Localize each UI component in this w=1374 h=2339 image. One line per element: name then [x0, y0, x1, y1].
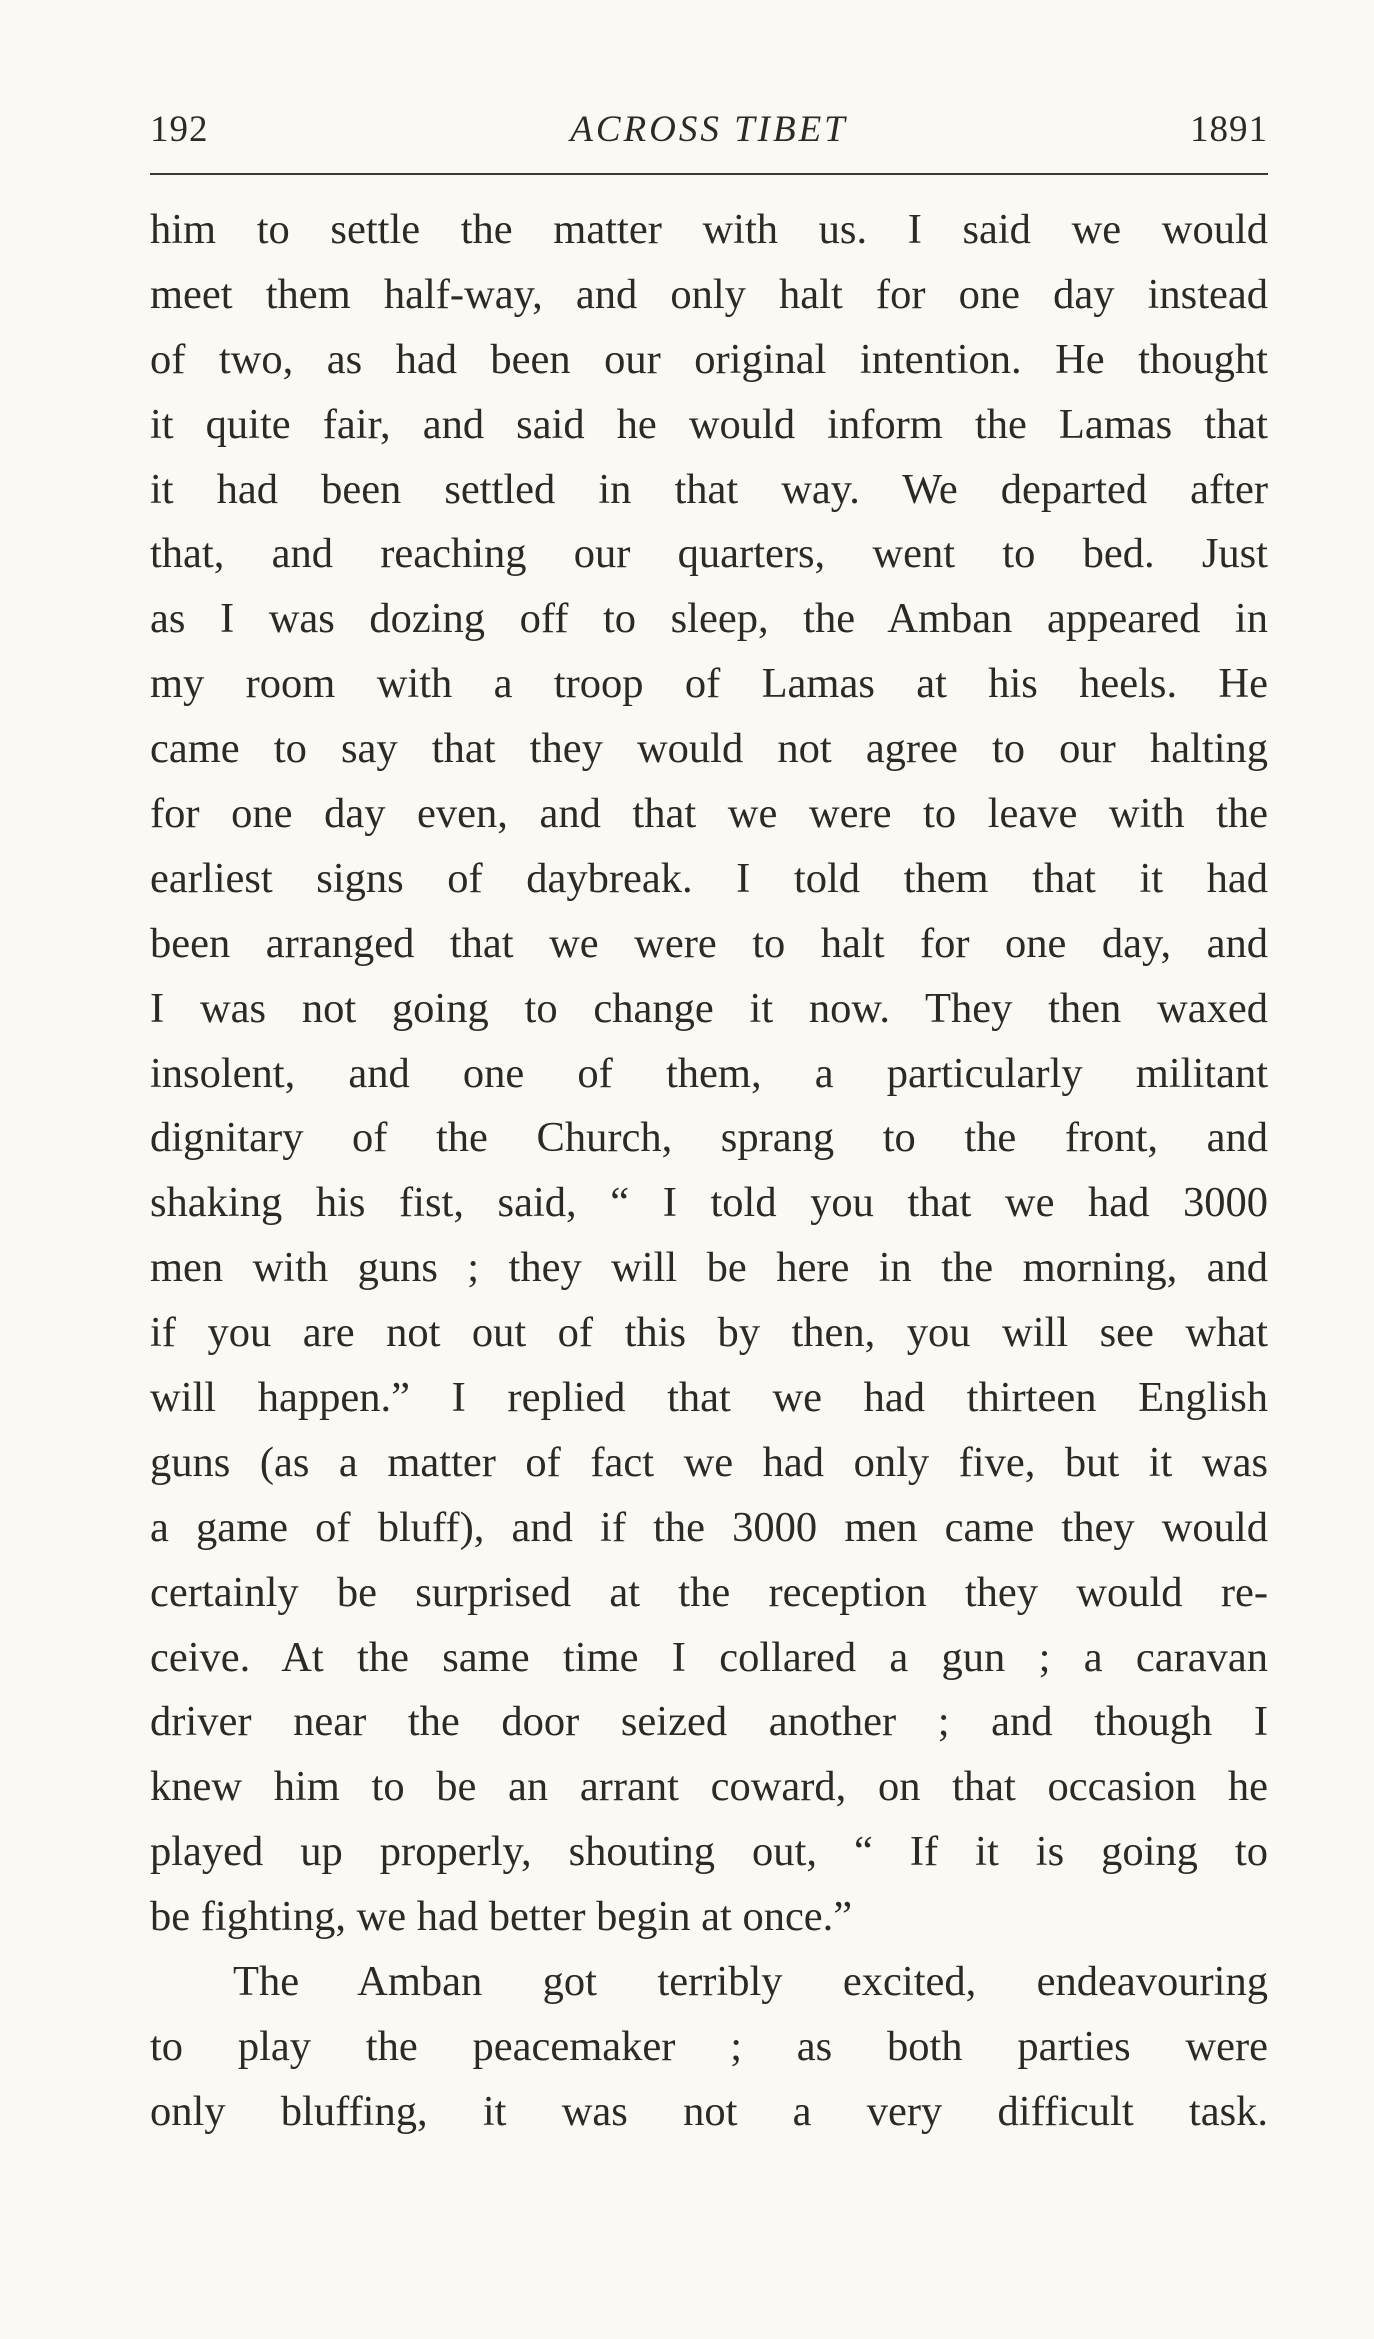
- running-head: [150, 108, 1268, 158]
- text-line: him to settle the matter with us. I said we would: [150, 206, 1268, 253]
- text-line: ceive. At the same time I collared a gun ; a caravan: [150, 1633, 1268, 1681]
- text-line: men with guns ; they will be here in the morning, and: [150, 1244, 1268, 1292]
- text-line: dignitary of the Church, sprang to the front, and: [150, 1114, 1268, 1162]
- paragraph-end-line: be fighting, we had better begin at once.”: [150, 1893, 853, 1941]
- text-line: earliest signs of daybreak. I told them that it had: [150, 854, 1268, 902]
- header-rule: [150, 173, 1268, 175]
- text-line: will happen.” I replied that we had thirteen English: [150, 1374, 1268, 1422]
- paragraph-first-line: The Amban got terribly excited, endeavouring: [233, 1958, 1268, 2006]
- text-line: came to say that they would not agree to our halting: [150, 725, 1268, 773]
- text-line: been arranged that we were to halt for one day, and: [150, 919, 1268, 967]
- text-line: if you are not out of this by then, you will see what: [150, 1309, 1268, 1357]
- text-line: meet them half-way, and only halt for one day instead: [150, 270, 1268, 318]
- text-line: that, and reaching our quarters, went to bed. Just: [150, 530, 1268, 578]
- body-text: [150, 198, 1268, 2145]
- text-line: certainly be surprised at the reception they would re-: [150, 1568, 1268, 1616]
- text-line: insolent, and one of them, a particularly militant: [150, 1049, 1268, 1097]
- text-line: my room with a troop of Lamas at his heels. He: [150, 660, 1268, 708]
- text-line: of two, as had been our original intention. He thought: [150, 335, 1268, 383]
- text-line: played up properly, shouting out, “ If it is going to: [150, 1828, 1268, 1876]
- text-line: shaking his fist, said, “ I told you that we had 3000: [150, 1179, 1268, 1227]
- running-year: 1891: [1190, 109, 1268, 150]
- text-line: for one day even, and that we were to leave with the: [150, 790, 1268, 838]
- text-line: knew him to be an arrant coward, on that occasion he: [150, 1763, 1268, 1811]
- text-line: it had been settled in that way. We departed after: [150, 465, 1268, 513]
- page-number: 192: [150, 109, 209, 150]
- text-line: as I was dozing off to sleep, the Amban appeared in: [150, 595, 1268, 643]
- text-line: only bluffing, it was not a very difficult task.: [150, 2087, 1268, 2135]
- text-line: a game of bluff), and if the 3000 men came they would: [150, 1503, 1268, 1551]
- text-line: to play the peacemaker ; as both parties were: [150, 2022, 1268, 2070]
- running-title: ACROSS TIBET: [570, 109, 848, 150]
- text-line: it quite fair, and said he would inform the Lamas that: [150, 400, 1268, 448]
- text-line: I was not going to change it now. They then waxed: [150, 984, 1268, 1032]
- text-line: driver near the door seized another ; and though I: [150, 1698, 1268, 1746]
- text-line: guns (as a matter of fact we had only five, but it was: [150, 1438, 1268, 1486]
